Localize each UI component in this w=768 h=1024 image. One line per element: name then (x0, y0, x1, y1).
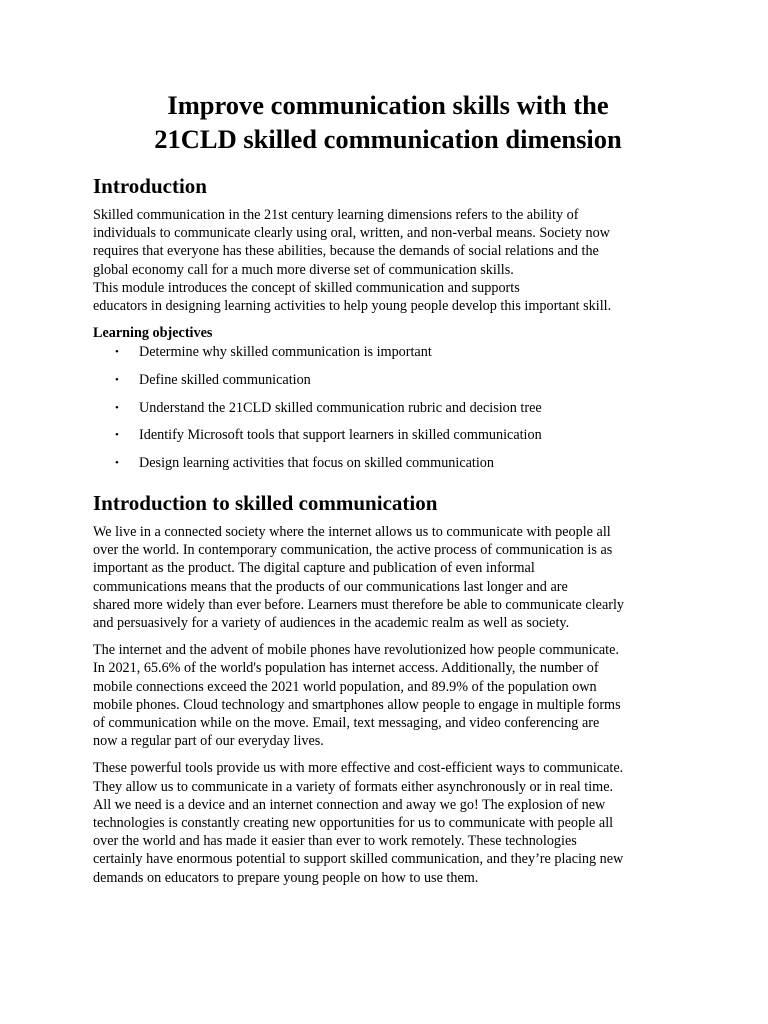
list-item-text: Determine why skilled communication is important (139, 344, 432, 361)
introduction-paragraph (93, 206, 683, 315)
text-line: now a regular part of our everyday lives. (93, 733, 324, 750)
text-line: Skilled communication in the 21st century learning dimensions refers to the ability of (93, 207, 579, 223)
text-line: and persuasively for a variety of audiences in the academic realm as well as society. (93, 614, 570, 631)
list-item (93, 426, 683, 444)
text-line: mobile connections exceed the 2021 world population, and 89.9% of the population own (93, 678, 597, 695)
text-line: They allow us to communicate in a variety of formats either asynchronously or in real time. (93, 778, 614, 795)
title-line: 21CLD skilled communication dimension (154, 124, 622, 154)
bullet-icon: • (115, 373, 119, 386)
list-item-text: Design learning activities that focus on skilled communication (139, 454, 494, 471)
text-line: demands on educators to prepare young people on how to use them. (93, 869, 479, 886)
page-title (93, 88, 683, 156)
text-line: shared more widely than ever before. Learners must therefore be able to communicate clearly (93, 596, 624, 613)
text-line: over the world and has made it easier than ever to work remotely. These technologies (93, 833, 577, 850)
list-item-text: Define skilled communication (139, 371, 311, 388)
text-line: educators in designing learning activities to help young people develop this important skill. (93, 298, 612, 315)
learning-objectives-heading: Learning objectives (93, 325, 213, 342)
bullet-icon: • (115, 346, 119, 359)
text-line: In 2021, 65.6% of the world's population has internet access. Additionally, the number of (93, 660, 599, 677)
body-paragraph (93, 523, 683, 632)
learning-objectives-list (93, 343, 683, 472)
text-line: over the world. In contemporary communication, the active process of communication is as (93, 542, 613, 559)
text-line: requires that everyone has these abilities, because the demands of social relations and the (93, 243, 599, 260)
document-page (93, 88, 683, 887)
body-paragraph (93, 759, 683, 886)
list-item-text: Identify Microsoft tools that support learners in skilled communication (139, 427, 542, 444)
body-paragraph (93, 641, 683, 750)
text-line: This module introduces the concept of skilled communication and supports (93, 279, 520, 296)
bullet-icon: • (115, 456, 119, 469)
list-item-text: Understand the 21CLD skilled communication rubric and decision tree (139, 399, 542, 416)
text-line: mobile phones. Cloud technology and smartphones allow people to engage in multiple forms (93, 696, 621, 713)
text-line: global economy call for a much more diverse set of communication skills. (93, 261, 514, 278)
text-line: The internet and the advent of mobile phones have revolutionized how people communicate. (93, 642, 619, 659)
text-line: important as the product. The digital capture and publication of even informal (93, 560, 535, 577)
text-line: These powerful tools provide us with more effective and cost-efficient ways to communicate. (93, 760, 624, 777)
text-line: We live in a connected society where the internet allows us to communicate with people all (93, 523, 611, 540)
title-line: Improve communication skills with the (167, 90, 609, 120)
text-line: technologies is constantly creating new opportunities for us to communicate with people all (93, 815, 614, 832)
bullet-icon: • (115, 429, 119, 442)
bullet-icon: • (115, 401, 119, 414)
text-line: individuals to communicate clearly using oral, written, and non-verbal means. Society now (93, 225, 610, 242)
skilled-communication-heading: Introduction to skilled communication (93, 490, 438, 515)
text-line: All we need is a device and an internet connection and away we go! The explosion of new (93, 796, 606, 813)
text-line: communications means that the products of our communications last longer and are (93, 578, 568, 595)
list-item (93, 343, 683, 361)
text-line: certainly have enormous potential to support skilled communication, and they’re placing new (93, 851, 624, 868)
list-item (93, 371, 683, 389)
list-item (93, 399, 683, 417)
text-line: of communication while on the move. Email, text messaging, and video conferencing are (93, 715, 600, 731)
introduction-heading: Introduction (93, 174, 207, 198)
list-item (93, 454, 683, 472)
